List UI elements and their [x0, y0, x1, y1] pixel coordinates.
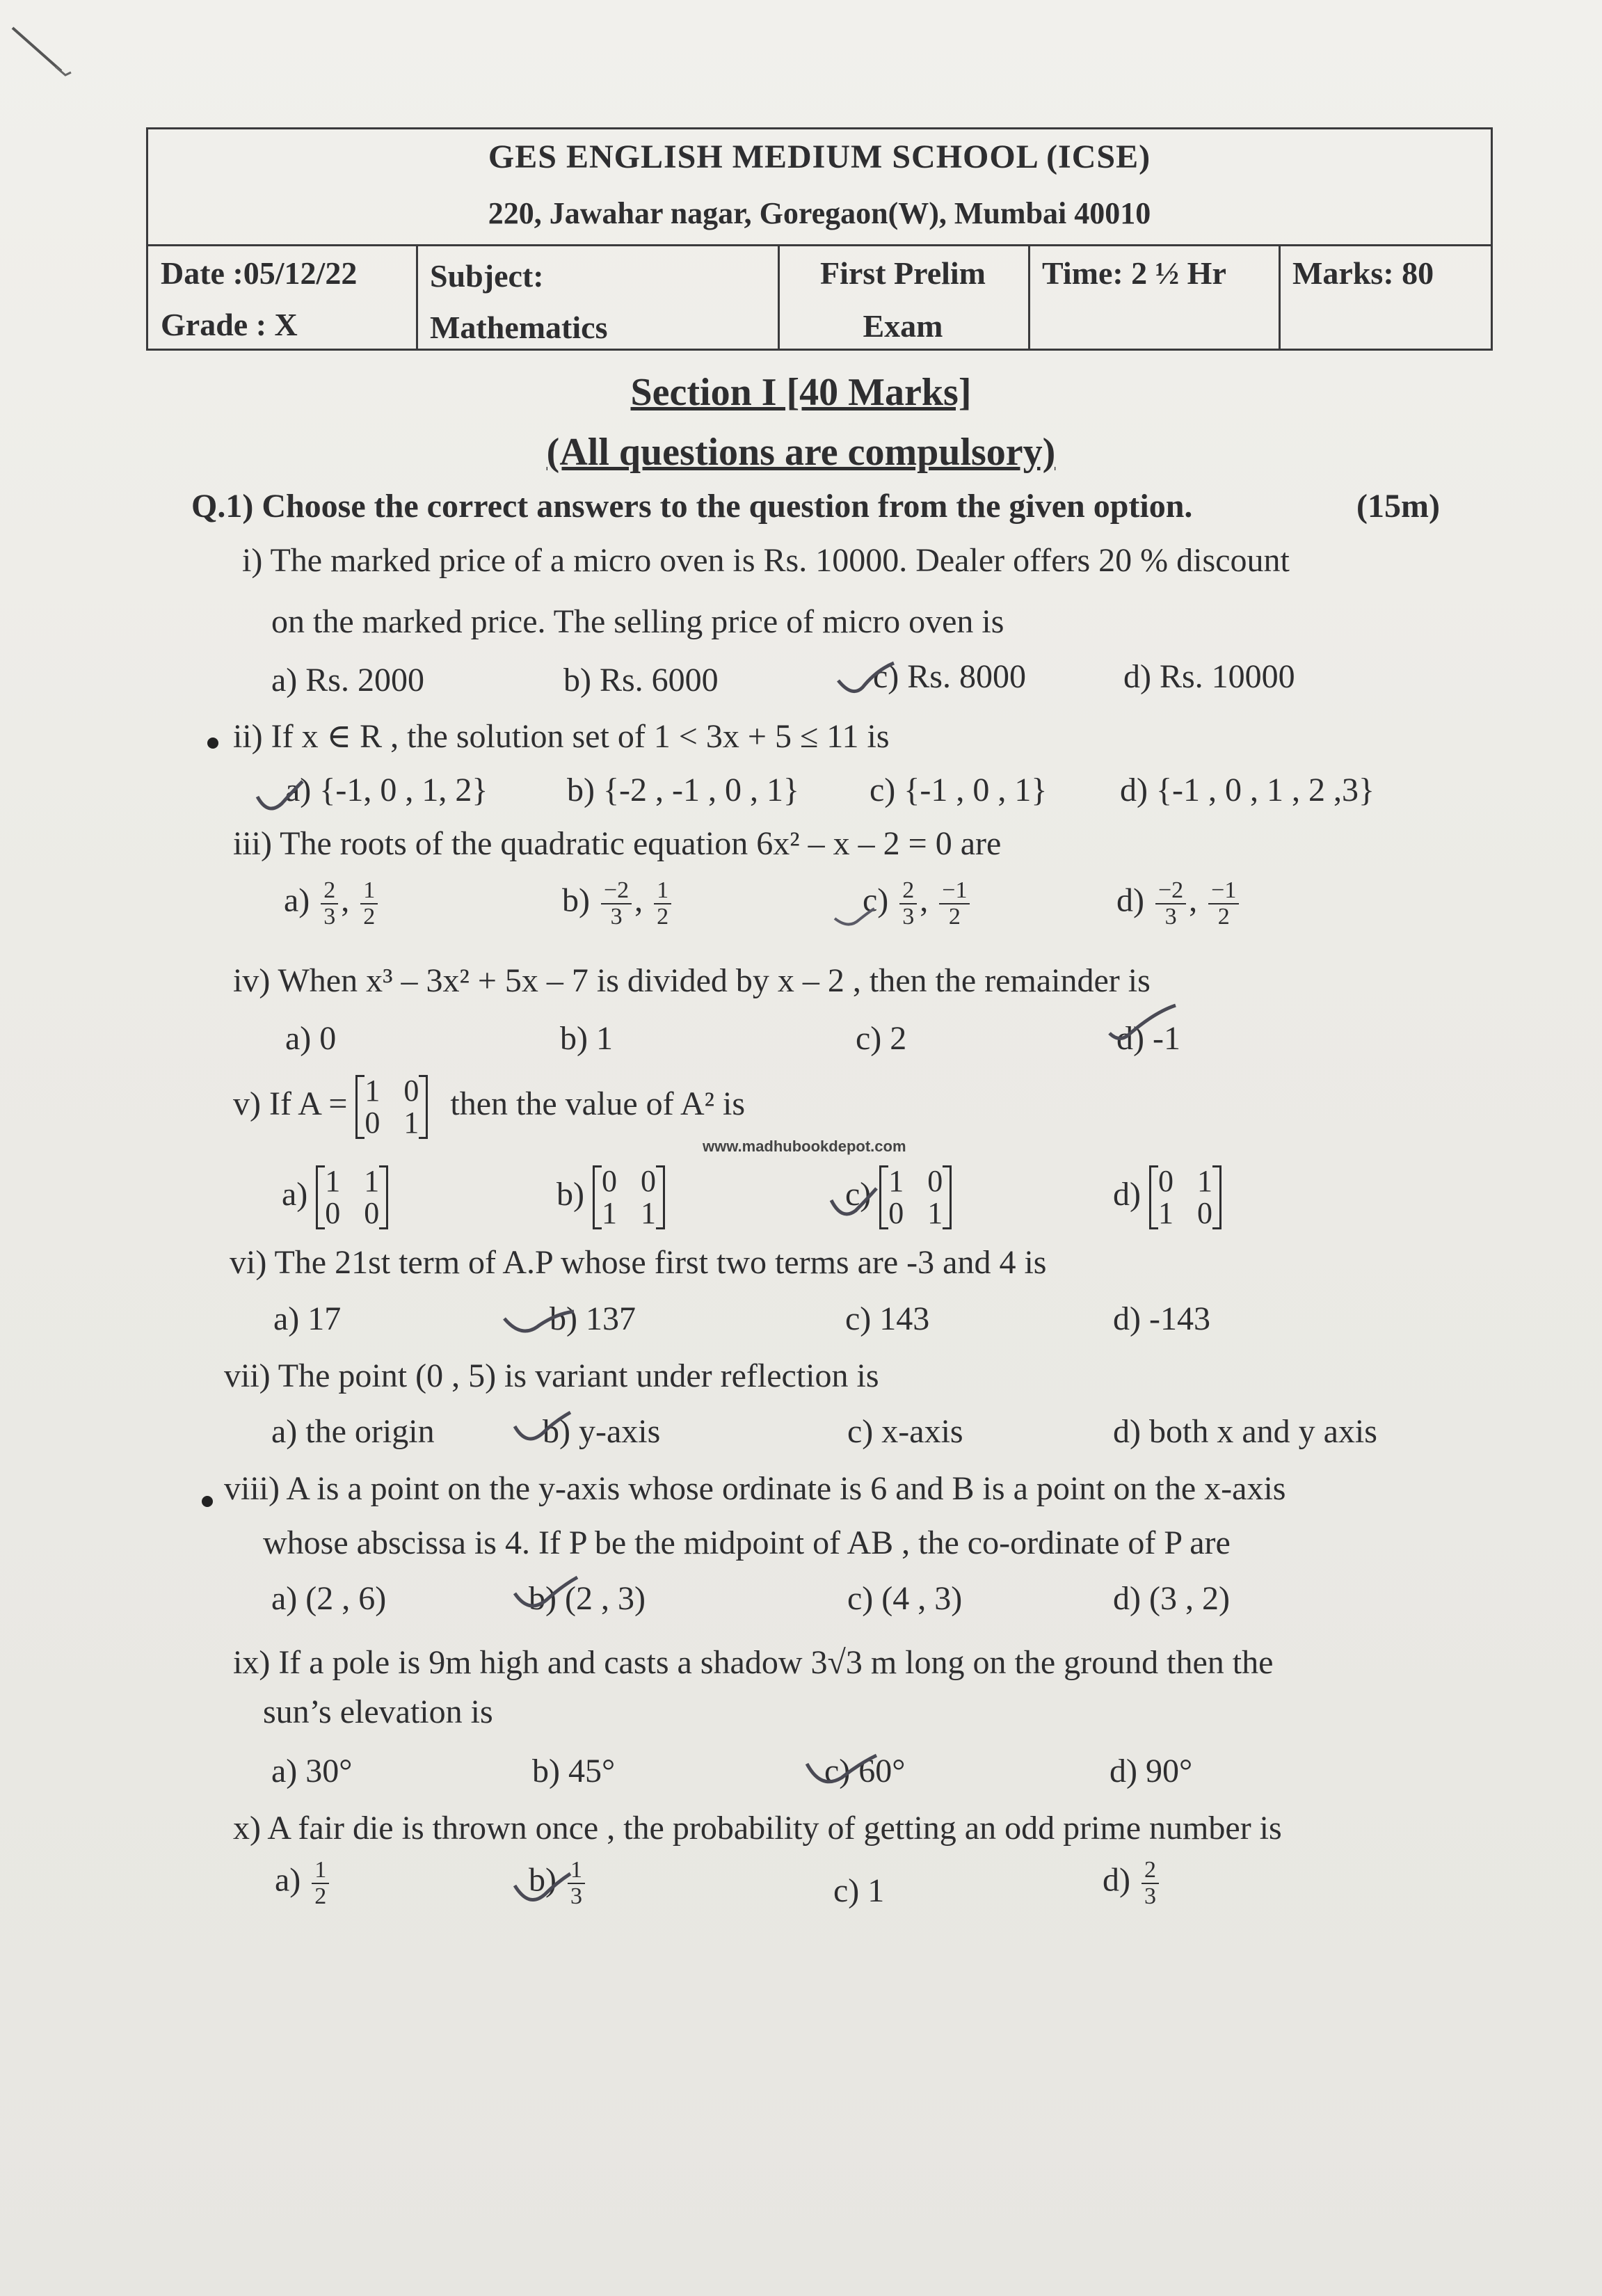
question-heading: Q.1) Choose the correct answers to the question from the given option. — [191, 488, 1193, 525]
matrix-cell: 0 — [1158, 1164, 1174, 1198]
denominator: 3 — [570, 1883, 582, 1909]
question-text: i) The marked price of a micro oven is Rs. 10000. Dealer offers 20 % discount — [242, 542, 1290, 579]
option: a) (2 , 6) — [271, 1580, 387, 1617]
option-prefix: d) — [1103, 1861, 1130, 1899]
question-text: x) A fair die is thrown once , the probability of getting an odd prime number is — [233, 1810, 1282, 1847]
denominator: 2 — [948, 903, 961, 930]
option: a) Rs. 2000 — [271, 662, 424, 699]
tick-mark-icon — [511, 1574, 581, 1616]
option: d) 90° — [1110, 1753, 1193, 1789]
option: b) 45° — [532, 1753, 616, 1789]
subject: Mathematics — [430, 310, 608, 345]
fraction — [1208, 878, 1239, 929]
matrix-cell: 0 — [365, 1106, 381, 1140]
header-divider — [1279, 244, 1281, 349]
question-marks: (15m) — [1356, 488, 1440, 525]
matrix-cell: 1 — [601, 1196, 617, 1231]
option: c) 2 — [856, 1020, 907, 1057]
option-matrix — [316, 1165, 388, 1229]
option-prefix: d) — [1113, 1176, 1141, 1213]
option: c) {-1 , 0 , 1} — [870, 772, 1048, 808]
question-text — [233, 1075, 745, 1139]
matrix-cell: 1 — [1196, 1164, 1212, 1198]
header-divider — [416, 244, 418, 349]
matrix-cell: 1 — [1158, 1196, 1174, 1231]
option — [1113, 1165, 1221, 1229]
tick-mark-icon — [835, 660, 897, 701]
tick-mark-icon — [511, 1409, 574, 1451]
matrix-cell: 0 — [325, 1196, 341, 1231]
matrix-cell: 1 — [365, 1074, 381, 1108]
option: b) {-2 , -1 , 0 , 1} — [567, 772, 800, 808]
section-title: Section I [40 Marks] — [630, 371, 972, 414]
option: d) {-1 , 0 , 1 , 2 ,3} — [1120, 772, 1375, 808]
option-prefix: b) — [562, 882, 590, 919]
option-prefix: a) — [284, 882, 310, 919]
school-name: GES ENGLISH MEDIUM SCHOOL (ICSE) — [488, 138, 1151, 175]
subject-label: Subject: — [430, 258, 544, 294]
fraction — [899, 878, 917, 929]
matrix-cell: 1 — [640, 1196, 656, 1231]
denominator: 3 — [902, 903, 915, 930]
tick-mark-icon — [831, 904, 880, 932]
option: b) Rs. 6000 — [563, 662, 719, 699]
option-prefix: b) — [529, 1861, 556, 1899]
option: c) (4 , 3) — [847, 1580, 963, 1617]
header-divider — [1028, 244, 1030, 349]
section-note: (All questions are compulsory) — [546, 431, 1056, 474]
question-text: ix) If a pole is 9m high and casts a shadow 3√3 m long on the ground then the — [233, 1644, 1274, 1681]
fraction — [1155, 878, 1186, 929]
numerator: 2 — [899, 878, 917, 904]
option: a) {-1, 0 , 1, 2} — [285, 772, 488, 808]
option: d) $\frac{-2}{3}$ , $\frac{-1}{2}$ — [1116, 878, 1242, 929]
matrix-cell: 0 — [927, 1164, 943, 1198]
tick-mark-icon — [501, 1308, 577, 1343]
matrix-cell: 1 — [403, 1106, 419, 1140]
option: a) 0 — [285, 1020, 337, 1057]
grade: Grade : X — [161, 307, 298, 342]
exam-time: Time: 2 ½ Hr — [1042, 255, 1226, 291]
option: d) both x and y axis — [1113, 1413, 1377, 1450]
option — [275, 1858, 332, 1908]
question-text: vii) The point (0 , 5) is variant under reflection is — [224, 1357, 879, 1394]
option: b) 1 — [560, 1020, 613, 1057]
exam-marks: Marks: 80 — [1292, 255, 1434, 291]
option: c) 60° — [824, 1753, 906, 1789]
question-suffix: then the value of A² is — [450, 1085, 746, 1123]
tick-mark-icon — [511, 1870, 574, 1912]
option: c) x-axis — [847, 1413, 963, 1450]
question-text: iv) When x³ – 3x² + 5x – 7 is divided by x – 2 , then the remainder is — [233, 962, 1151, 999]
option-prefix: d) — [1116, 882, 1144, 919]
fraction — [1142, 1858, 1159, 1908]
bullet-mark — [207, 738, 218, 749]
numerator: 1 — [654, 878, 671, 904]
denominator: 2 — [1217, 903, 1230, 930]
question-prefix: v) If A = — [233, 1085, 348, 1123]
option: d) Rs. 10000 — [1123, 658, 1295, 695]
option-matrix — [879, 1165, 952, 1229]
fraction — [312, 1858, 329, 1908]
option: b) $\frac{-2}{3}$ , $\frac{1}{2}$ — [562, 878, 674, 929]
matrix-cell: 1 — [927, 1196, 943, 1231]
option: b) (2 , 3) — [529, 1580, 646, 1617]
option: d) -1 — [1116, 1020, 1180, 1057]
exam-date: Date :05/12/22 — [161, 255, 358, 291]
denominator: 3 — [1164, 903, 1177, 930]
exam-name: First Prelim — [820, 255, 986, 291]
numerator: 1 — [568, 1858, 585, 1884]
matrix-cell: 0 — [403, 1074, 419, 1108]
fraction — [654, 878, 671, 929]
option: d) (3 , 2) — [1113, 1580, 1230, 1617]
option: c) 143 — [845, 1300, 930, 1337]
fraction — [360, 878, 378, 929]
option: b) y-axis — [543, 1413, 661, 1450]
option-prefix: a) — [282, 1176, 308, 1213]
tick-mark-icon — [1106, 1002, 1183, 1051]
fraction — [321, 878, 338, 929]
exam-name-line2: Exam — [863, 308, 943, 344]
option: b) 137 — [550, 1300, 636, 1337]
option: a) $\frac{2}{3}$ , $\frac{1}{2}$ — [284, 878, 381, 929]
matrix-cell: 1 — [325, 1164, 341, 1198]
numerator: −1 — [1208, 878, 1239, 904]
numerator: −2 — [1155, 878, 1186, 904]
option: c) $\frac{2}{3}$ , $\frac{-1}{2}$ — [863, 878, 972, 929]
numerator: 1 — [360, 878, 378, 904]
matrix-cell: 1 — [888, 1164, 904, 1198]
option-prefix: a) — [275, 1861, 301, 1899]
option-prefix: b) — [556, 1176, 584, 1213]
school-address: 220, Jawahar nagar, Goregaon(W), Mumbai 40010 — [488, 196, 1151, 230]
denominator: 2 — [314, 1883, 327, 1909]
option-prefix: c) — [863, 882, 889, 919]
denominator: 2 — [363, 903, 376, 930]
option: a) 17 — [273, 1300, 342, 1337]
matrix-cell: 0 — [888, 1196, 904, 1231]
denominator: 3 — [610, 903, 623, 930]
numerator: −2 — [601, 878, 632, 904]
denominator: 2 — [657, 903, 669, 930]
option: d) -143 — [1113, 1300, 1210, 1337]
option: a) 30° — [271, 1753, 353, 1789]
matrix-a — [355, 1075, 428, 1139]
option-prefix: c) — [845, 1176, 872, 1213]
matrix-cell: 0 — [1196, 1196, 1212, 1231]
numerator: 2 — [1142, 1858, 1159, 1884]
numerator: 2 — [321, 878, 338, 904]
fraction — [939, 878, 970, 929]
matrix-cell: 0 — [601, 1164, 617, 1198]
question-text: on the marked price. The selling price of micro oven is — [271, 603, 1004, 640]
question-text: sun’s elevation is — [263, 1693, 493, 1730]
tick-mark-icon — [803, 1750, 880, 1792]
option-matrix — [1149, 1165, 1221, 1229]
matrix-cell: 0 — [640, 1164, 656, 1198]
matrix-cell: 1 — [364, 1164, 380, 1198]
question-text: ii) If x ∈ R , the solution set of 1 < 3x + 5 ≤ 11 is — [233, 718, 890, 755]
question-text: vi) The 21st term of A.P whose first two terms are -3 and 4 is — [230, 1244, 1047, 1281]
matrix-cell: 0 — [364, 1196, 380, 1231]
option: c) 1 — [833, 1872, 885, 1909]
tick-mark-icon — [254, 776, 310, 818]
pen-stroke-mark — [7, 7, 77, 83]
question-text: whose abscissa is 4. If P be the midpoint of AB , the co-ordinate of P are — [263, 1524, 1231, 1561]
fraction — [601, 878, 632, 929]
option: c) Rs. 8000 — [873, 658, 1026, 695]
numerator: −1 — [939, 878, 970, 904]
denominator: 3 — [1144, 1883, 1156, 1909]
watermark-url: www.madhubookdepot.com — [703, 1138, 906, 1155]
option — [1103, 1858, 1162, 1908]
option: a) the origin — [271, 1413, 435, 1450]
option — [282, 1165, 388, 1229]
question-text: iii) The roots of the quadratic equation 6x² – x – 2 = 0 are — [233, 825, 1002, 862]
question-text: viii) A is a point on the y-axis whose ordinate is 6 and B is a point on the x-axis — [224, 1470, 1286, 1507]
numerator: 1 — [312, 1858, 329, 1884]
tick-mark-icon — [828, 1183, 883, 1225]
option-matrix — [593, 1165, 665, 1229]
option — [556, 1165, 665, 1229]
denominator: 3 — [323, 903, 336, 930]
bullet-mark — [202, 1496, 213, 1507]
header-table — [146, 127, 1493, 351]
